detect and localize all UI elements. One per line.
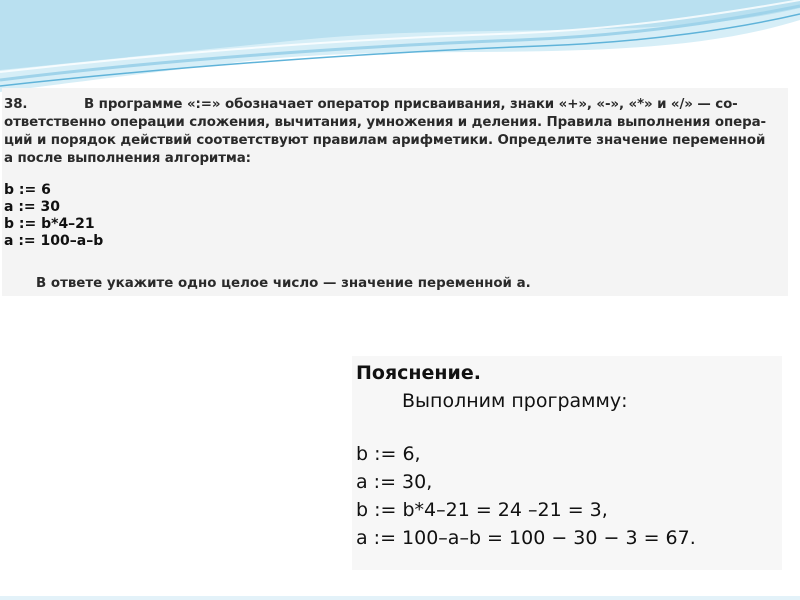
task-line-4: а после выполнения алгоритма: [4, 151, 251, 166]
code-line: a := 30 [4, 199, 61, 215]
task-line-3: ций и порядок действий соответствуют правилам арифметики. Определите значение переменной [4, 133, 766, 148]
bottom-decoration [0, 590, 800, 600]
answer-instruction: В ответе укажите одно целое число — значение переменной a. [36, 276, 531, 291]
code-line: a := 100–a–b [4, 233, 104, 249]
algorithm-code [4, 182, 103, 250]
task-line-2: ответственно операции сложения, вычитания, умножения и деления. Правила выполнения опера- [4, 115, 766, 130]
task-number: 38. [4, 97, 28, 112]
solution-subtitle: Выполним программу: [402, 390, 628, 412]
solution-steps [356, 440, 696, 552]
solution-title: Пояснение. [356, 362, 481, 384]
solution-step: a := 30, [356, 471, 433, 493]
solution-step: b := b*4–21 = 24 –21 = 3, [356, 499, 608, 521]
code-line: b := b*4–21 [4, 216, 95, 232]
solution-step: b := 6, [356, 443, 421, 465]
task-line-1: 38. В программе «:=» обозначает оператор присваивания, знаки «+», «-», «*» и «/» — со- [4, 97, 738, 112]
solution-step: a := 100–a–b = 100 − 30 − 3 = 67. [356, 527, 696, 549]
task-statement [4, 96, 788, 168]
code-line: b := 6 [4, 182, 51, 198]
